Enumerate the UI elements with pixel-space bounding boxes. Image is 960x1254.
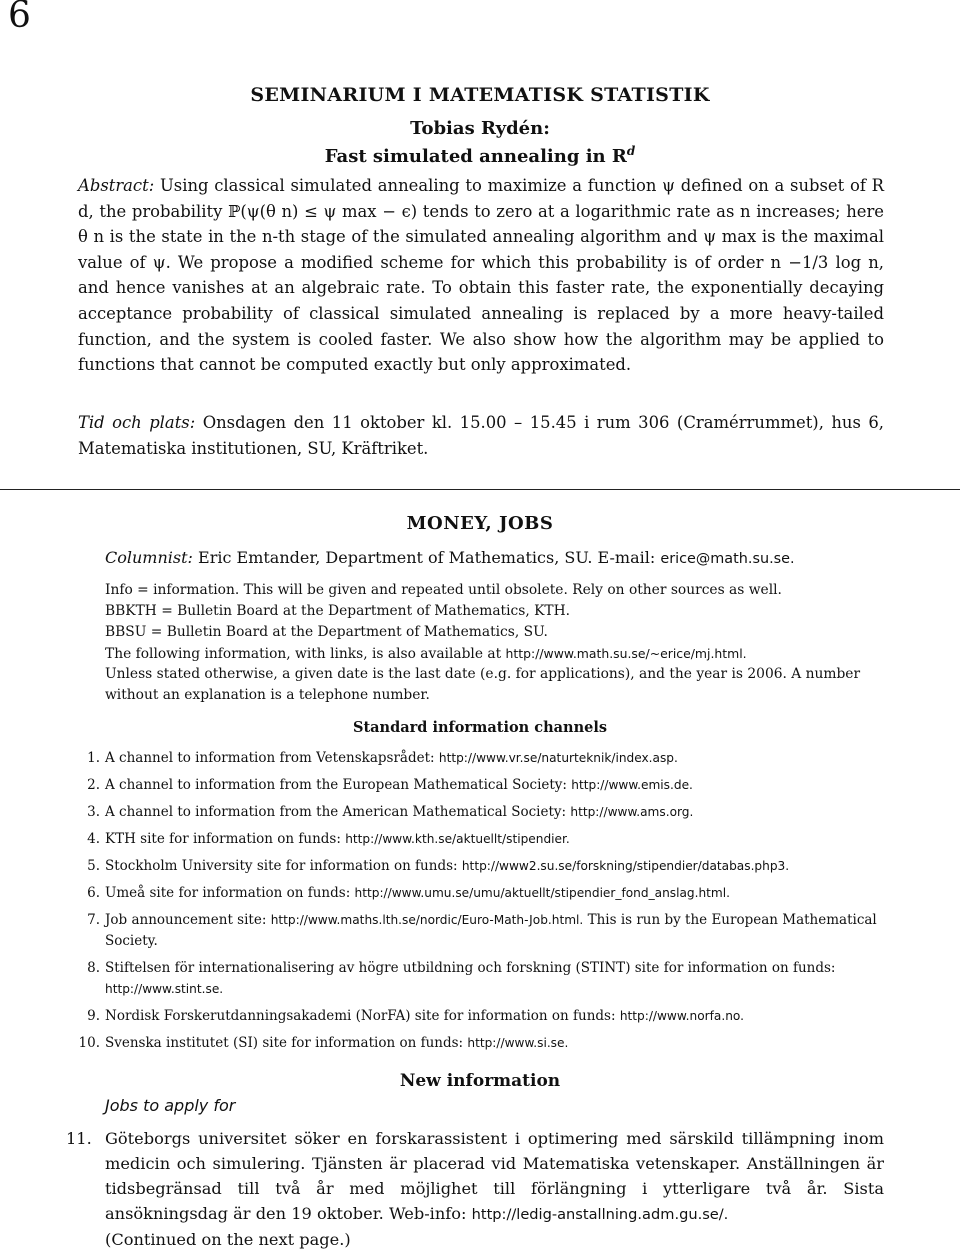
- new-information-heading: New information: [399, 1071, 561, 1091]
- abstract-text: Using classical simulated annealing to maximize a function ψ defined on a subset of R d, the probability ℙ(ψ(θ n) ≤ ψ max − ϵ) tends to zero at a logarithmic rate as n increases; here θ n is the state in the n-th stage of the simulated annealing algorithm and ψ max is the maximal value of ψ. We propose a modified scheme for which this probability is of order n −1/3 log n, and hence vanishes at an algebraic rate. To obtain this faster rate, the exponentially decaying acceptance probability of classical simulated annealing is replaced by a more heavy-tailed function, and the system is cooled faster. We also show how the algorithm may be applied to functions that cannot be computed exactly but only approximated.: [78, 176, 884, 375]
- item-text: Stiftelsen för internationalisering av högre utbildning och forskning (STINT) site for information on funds:: [105, 960, 836, 976]
- section-divider: [0, 489, 960, 490]
- list-item: [78, 829, 888, 850]
- columnist-line: [105, 548, 795, 567]
- info-line: BBSU = Bulletin Board at the Department of Mathematics, SU.: [105, 624, 548, 640]
- list-item: [78, 958, 888, 1000]
- item-number: 6.: [87, 885, 100, 901]
- time-and-place-label: Tid och plats:: [78, 413, 196, 432]
- unless-text: Unless stated otherwise, a given date is the last date (e.g. for applications), and the year is 2006. A number without an explanation is a telephone number.: [105, 666, 861, 703]
- item-url[interactable]: http://ledig-anstallning.adm.gu.se/.: [471, 1206, 729, 1223]
- list-item: [78, 910, 888, 952]
- item-url[interactable]: http://www2.su.se/forskning/stipendier/databas.php3.: [461, 859, 790, 873]
- item-url[interactable]: http://www.vr.se/naturteknik/index.asp.: [438, 751, 678, 765]
- job-item-body: [78, 1126, 884, 1227]
- item-text: Umeå site for information on funds:: [105, 885, 351, 901]
- talk-title: [0, 144, 960, 167]
- speaker-name: Tobias Rydén:: [410, 118, 550, 139]
- info-line: BBKTH = Bulletin Board at the Department of Mathematics, KTH.: [105, 603, 571, 619]
- item-text: Stockholm University site for information on funds:: [105, 858, 458, 874]
- item-text: Göteborgs universitet söker en forskarassistent i optimering med särskild tillämpning inom medicin och simulering. Tjänsten är placerad vid Matematiska vetenskaper. Anställningen är tidsbegränsad till två år med möjlighet till förlängning i ytterligare två år. Sista ansökningsdag är den 19 oktober. Web-info:: [105, 1129, 884, 1223]
- abstract: [78, 173, 884, 378]
- jobs-heading: Jobs to apply for: [105, 1096, 236, 1115]
- item-text: A channel to information from Vetenskapsrådet:: [105, 750, 435, 766]
- list-item: [78, 802, 888, 823]
- continued-note: (Continued on the next page.): [105, 1230, 351, 1249]
- columnist-email-link[interactable]: erice@math.su.se.: [660, 551, 795, 567]
- item-text: Svenska institutet (SI) site for information on funds:: [105, 1035, 464, 1051]
- item-number: 3.: [87, 804, 100, 820]
- item-number: 8.: [87, 960, 100, 976]
- item-text: Job announcement site:: [105, 912, 267, 928]
- list-item: [78, 856, 888, 877]
- money-jobs-title: MONEY, JOBS: [406, 513, 554, 534]
- list-item: [78, 883, 888, 904]
- item-text: A channel to information from the American Mathematical Society:: [105, 804, 567, 820]
- links-text: The following information, with links, is also available at: [105, 646, 502, 662]
- links-line: [105, 643, 905, 665]
- standard-channels-heading: Standard information channels: [352, 719, 608, 736]
- item-number: 7.: [87, 912, 100, 928]
- channels-list: [78, 748, 888, 1060]
- item-text: KTH site for information on funds:: [105, 831, 341, 847]
- item-url[interactable]: http://www.si.se.: [467, 1036, 569, 1050]
- item-number: 11.: [66, 1129, 92, 1148]
- item-number: 4.: [87, 831, 100, 847]
- unless-paragraph: [78, 664, 878, 706]
- item-number: 10.: [78, 1035, 100, 1051]
- talk-title-text: Fast simulated annealing in R: [324, 146, 627, 167]
- list-item: [78, 748, 888, 769]
- list-item: [78, 775, 888, 796]
- item-url[interactable]: http://www.stint.se.: [105, 982, 224, 996]
- info-line: Info = information. This will be given and repeated until obsolete. Rely on other sources as well.: [105, 582, 782, 598]
- item-number: 9.: [87, 1008, 100, 1024]
- job-item: [66, 1126, 884, 1227]
- item-url[interactable]: http://www.kth.se/aktuellt/stipendier.: [345, 832, 570, 846]
- item-number: 2.: [87, 777, 100, 793]
- item-url[interactable]: http://www.umu.se/umu/aktuellt/stipendier_fond_anslag.html.: [354, 886, 730, 900]
- time-and-place: [78, 410, 884, 462]
- links-url[interactable]: http://www.math.su.se/~erice/mj.html.: [505, 646, 747, 661]
- time-and-place-text: Onsdagen den 11 oktober kl. 15.00 – 15.45 i rum 306 (Cramérrummet), hus 6, Matematiska institutionen, SU, Kräftriket.: [78, 413, 884, 458]
- abstract-label: Abstract:: [78, 176, 155, 195]
- seminar-title: SEMINARIUM I MATEMATISK STATISTIK: [250, 84, 710, 106]
- info-block: [105, 580, 905, 665]
- item-number: 1.: [87, 750, 100, 766]
- talk-title-superscript: d: [626, 144, 636, 158]
- item-url[interactable]: http://www.maths.lth.se/nordic/Euro-Math-Job.html.: [270, 913, 584, 927]
- item-url[interactable]: http://www.norfa.no.: [619, 1009, 744, 1023]
- item-tail: This is run by the European Mathematical Society.: [105, 912, 877, 949]
- item-text: Nordisk Forskerutdanningsakademi (NorFA) site for information on funds:: [105, 1008, 616, 1024]
- list-item: [78, 1006, 888, 1027]
- item-number: 5.: [87, 858, 100, 874]
- item-url[interactable]: http://www.ams.org.: [570, 805, 694, 819]
- page-number: 6: [8, 0, 31, 36]
- item-text: A channel to information from the European Mathematical Society:: [105, 777, 567, 793]
- columnist-text: Eric Emtander, Department of Mathematics, SU. E-mail:: [198, 548, 656, 567]
- item-url[interactable]: http://www.emis.de.: [571, 778, 693, 792]
- list-item: [78, 1033, 888, 1054]
- columnist-label: Columnist:: [105, 548, 193, 567]
